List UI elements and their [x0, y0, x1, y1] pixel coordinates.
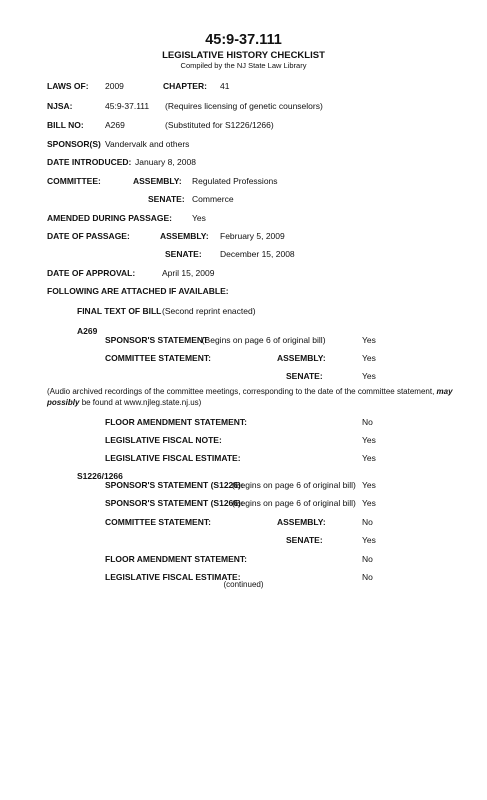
committee-label: COMMITTEE: [47, 176, 101, 186]
s1266-sponsor-statement-value: Yes [362, 498, 376, 508]
final-text-label: FINAL TEXT OF BILL [77, 306, 162, 316]
a269-heading: A269 [77, 326, 98, 336]
a269-committee-senate-label: SENATE: [286, 371, 323, 381]
s1226-sponsor-statement-label: SPONSOR'S STATEMENT (S1226): [105, 480, 244, 490]
a269-floor-amendment-value: No [362, 417, 373, 427]
s1226-committee-statement-label: COMMITTEE STATEMENT: [105, 517, 211, 527]
a269-fiscal-estimate-label: LEGISLATIVE FISCAL ESTIMATE: [105, 453, 241, 463]
bill-no-note: (Substituted for S1226/1266) [165, 120, 274, 130]
audio-note-text: (Audio archived recordings of the committee meetings, corresponding to the date of the committee statement, [47, 387, 435, 396]
date-of-passage-label: DATE OF PASSAGE: [47, 231, 130, 241]
committee-senate-value: Commerce [192, 194, 234, 204]
compiled-by: Compiled by the NJ State Law Library [180, 61, 307, 70]
chapter-label: CHAPTER: [163, 81, 207, 91]
a269-committee-senate-value: Yes [362, 371, 376, 381]
following-attached-label: FOLLOWING ARE ATTACHED IF AVAILABLE: [47, 286, 229, 296]
a269-committee-assembly-value: Yes [362, 353, 376, 363]
date-of-approval-value: April 15, 2009 [162, 268, 215, 278]
njsa-note: (Requires licensing of genetic counselors) [165, 101, 323, 111]
njsa-label: NJSA: [47, 101, 73, 111]
s1226-heading: S1226/1266 [77, 471, 123, 481]
s1226-fiscal-estimate-value: No [362, 572, 373, 582]
amended-label: AMENDED DURING PASSAGE: [47, 213, 172, 223]
a269-committee-statement-label: COMMITTEE STATEMENT: [105, 353, 211, 363]
committee-senate-label: SENATE: [148, 194, 185, 204]
s1266-sponsor-statement-note: (Begins on page 6 of original bill) [232, 498, 356, 508]
s1266-sponsor-statement-label: SPONSOR'S STATEMENT (S1266): [105, 498, 244, 508]
s1226-fiscal-estimate-label: LEGISLATIVE FISCAL ESTIMATE: [105, 572, 241, 582]
audio-archive-note [47, 387, 487, 408]
committee-assembly-value: Regulated Professions [192, 176, 278, 186]
audio-note-emphasis: may possibly [47, 387, 453, 407]
laws-of-value: 2009 [105, 81, 124, 91]
bill-no-label: BILL NO: [47, 120, 84, 130]
passage-assembly-value: February 5, 2009 [220, 231, 285, 241]
s1226-committee-assembly-value: No [362, 517, 373, 527]
laws-of-label: LAWS OF: [47, 81, 89, 91]
committee-assembly-label: ASSEMBLY: [133, 176, 182, 186]
s1226-sponsor-statement-note: (Begins on page 6 of original bill) [232, 480, 356, 490]
final-text-note: (Second reprint enacted) [162, 306, 256, 316]
njsa-value: 45:9-37.111 [105, 101, 150, 111]
s1226-committee-assembly-label: ASSEMBLY: [277, 517, 326, 527]
a269-sponsor-statement-label: SPONSOR'S STATEMENT [105, 335, 209, 345]
a269-sponsor-statement-value: Yes [362, 335, 376, 345]
s1226-committee-senate-value: Yes [362, 535, 376, 545]
passage-assembly-label: ASSEMBLY: [160, 231, 209, 241]
passage-senate-label: SENATE: [165, 249, 202, 259]
sponsor-value: Vandervalk and others [105, 139, 190, 149]
date-introduced-label: DATE INTRODUCED: [47, 157, 132, 167]
sponsor-label: SPONSOR(S) [47, 139, 101, 149]
a269-committee-assembly-label: ASSEMBLY: [277, 353, 326, 363]
a269-fiscal-note-label: LEGISLATIVE FISCAL NOTE: [105, 435, 222, 445]
s1226-committee-senate-label: SENATE: [286, 535, 323, 545]
s1226-floor-amendment-label: FLOOR AMENDMENT STATEMENT: [105, 554, 247, 564]
date-of-approval-label: DATE OF APPROVAL: [47, 268, 136, 278]
a269-sponsor-statement-note: : (Begins on page 6 of original bill) [197, 335, 326, 345]
page-subtitle: LEGISLATIVE HISTORY CHECKLIST [162, 50, 325, 61]
passage-senate-value: December 15, 2008 [220, 249, 295, 259]
amended-value: Yes [192, 213, 206, 223]
page-title: 45:9-37.111 [205, 32, 282, 48]
chapter-value: 41 [220, 81, 230, 91]
date-introduced-value: January 8, 2008 [135, 157, 196, 167]
s1226-floor-amendment-value: No [362, 554, 373, 564]
a269-fiscal-note-value: Yes [362, 435, 376, 445]
a269-fiscal-estimate-value: Yes [362, 453, 376, 463]
audio-note-link-text: be found at www.njleg.state.nj.us) [81, 397, 202, 407]
continued-footer: (continued) [223, 580, 264, 589]
s1226-sponsor-statement-value: Yes [362, 480, 376, 490]
bill-no-value: A269 [105, 120, 125, 130]
a269-floor-amendment-label: FLOOR AMENDMENT STATEMENT: [105, 417, 247, 427]
